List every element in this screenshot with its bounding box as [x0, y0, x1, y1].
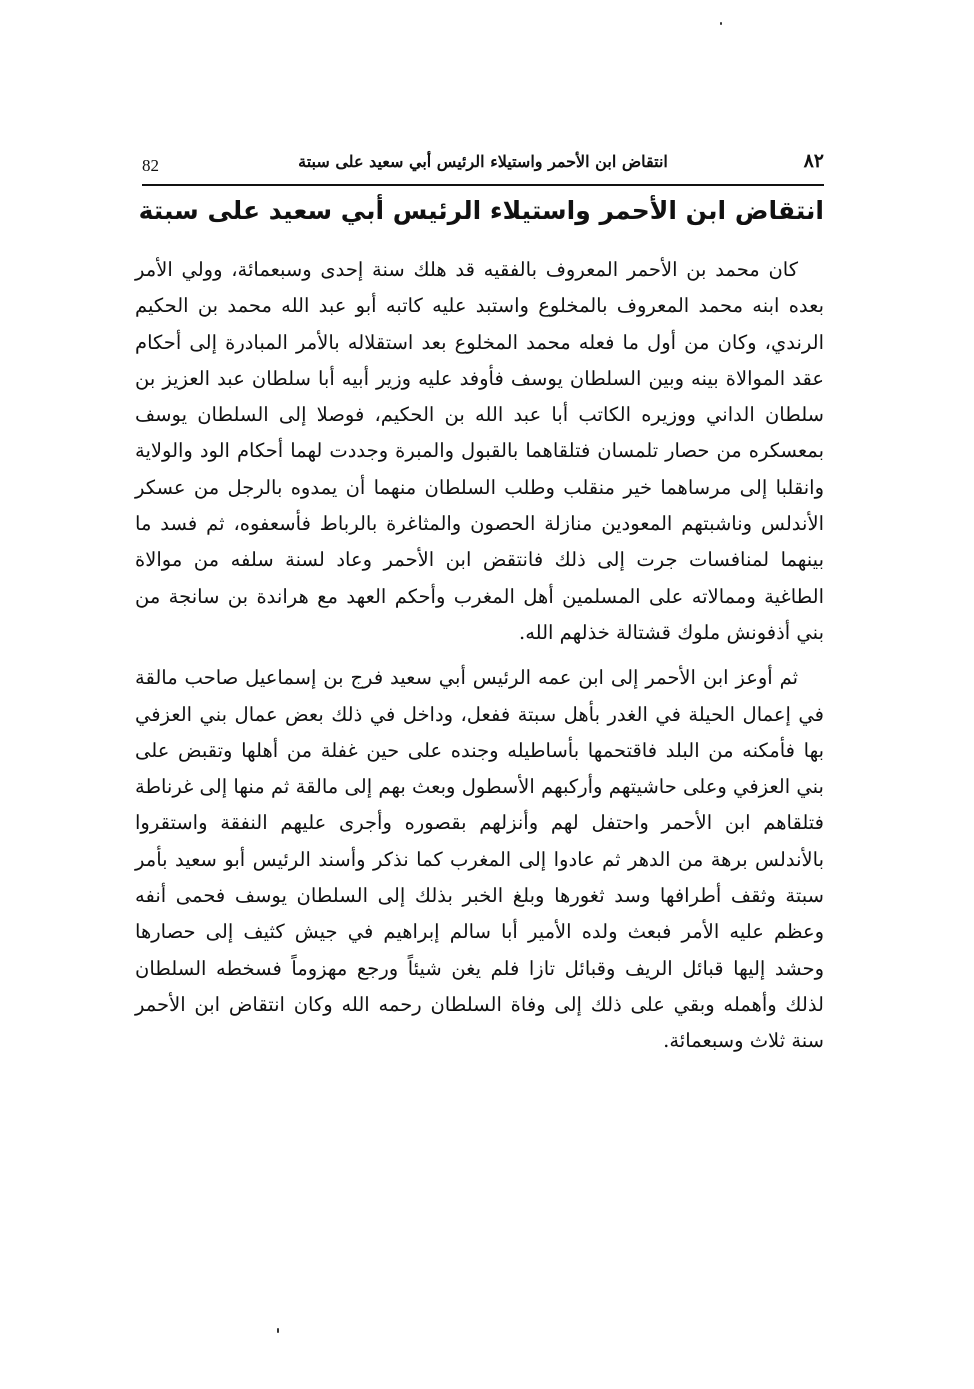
page-number-latin: 82	[142, 156, 159, 175]
paragraph-2: ثم أوعز ابن الأحمر إلى ابن عمه الرئيس أبي سعيد فرج بن إسماعيل صاحب مالقة في إعمال الحيلة في الغدر بأهل سبتة ففعل، وداخل في ذلك بعض عمال بني العزفي بها فأمكنه من البلد فاقتحمها بأساطيله وجنده على حين غفلة من أهلها وتقبض على بني العزفي وعلى حاشيتهم وأركبهم الأسطول وبعث بهم إلى مالقة ثم منها إلى غرناطة فتلقاهم ابن الأحمر واحتفل لهم وأنزلهم بقصوره وأجرى عليهم النفقة واستقروا بالأندلس برهة من الدهر ثم عادوا إلى المغرب كما نذكر وأسند الرئيس أبو سعيد بأمر سبتة وثقف أطرافها وسد ثغورها وبلغ الخبر بذلك إلى السلطان يوسف فحمى أنفه وعظم عليه الأمر فبعث ولده الأمير أبا سالم إبراهيم في جيش كثيف إلى حصارها وحشد إليها قبائل الريف وقبائل تازا فلم يغن شيئاً ورجع مهزوماً فسخطه السلطان لذلك وأهمله وبقي على ذلك إلى وفاة السلطان رحمه الله وكان انتقاض ابن الأحمر سنة ثلاث وسبعمائة.	[135, 666, 824, 1053]
body-text	[135, 252, 824, 1060]
running-title: انتقاض ابن الأحمر واستيلاء الرئيس أبي سعيد على سبتة	[298, 152, 668, 171]
paragraph-1: كان محمد بن الأحمر المعروف بالفقيه قد هلك سنة إحدى وسبعمائة، وولي الأمر بعده ابنه محمد المعروف بالمخلوع واستبد عليه كاتبه أبو عبد الله محمد بن الحكيم الرندي، وكان من أول ما فعله محمد المخلوع بعد استقلاله بالأمر المبادرة إلى أحكام عقد الموالاة بينه وبين السلطان يوسف فأوفد عليه وزير أبيه أبا سلطان عبد العزيز بن سلطان الداني ووزيره الكاتب أبا عبد الله بن الحكيم، فوصلا إلى السلطان يوسف بمعسكره من حصار تلمسان فتلقاهما بالقبول والمبرة وجددت لهما أحكام الود والولاية وانقلبا إلى مرساهما خير منقلب وطلب السلطان منهما أن يمدوه بالرجل من عسكر الأندلس وناشبتهم المعودين منازلة الحصون والمثاغرة بالرباط فأسعفوه، ثم فسد ما بينهما لمنافسات جرت إلى ذلك فانتقض ابن الأحمر وعاد لسنة سلفه من موالاة الطاغية وممالاته على المسلمين أهل المغرب وأحكم العهد مع هراندة بن سانجة من بني أذفونش ملوك قشتالة خذلهم الله.	[135, 258, 824, 644]
page-header	[142, 148, 824, 186]
chapter-title: انتقاض ابن الأحمر واستيلاء الرئيس أبي سعيد على سبتة	[138, 196, 824, 225]
scan-speck	[720, 22, 722, 25]
page-number-arabic: ٨٢	[803, 150, 824, 172]
scan-speck	[277, 1328, 279, 1333]
